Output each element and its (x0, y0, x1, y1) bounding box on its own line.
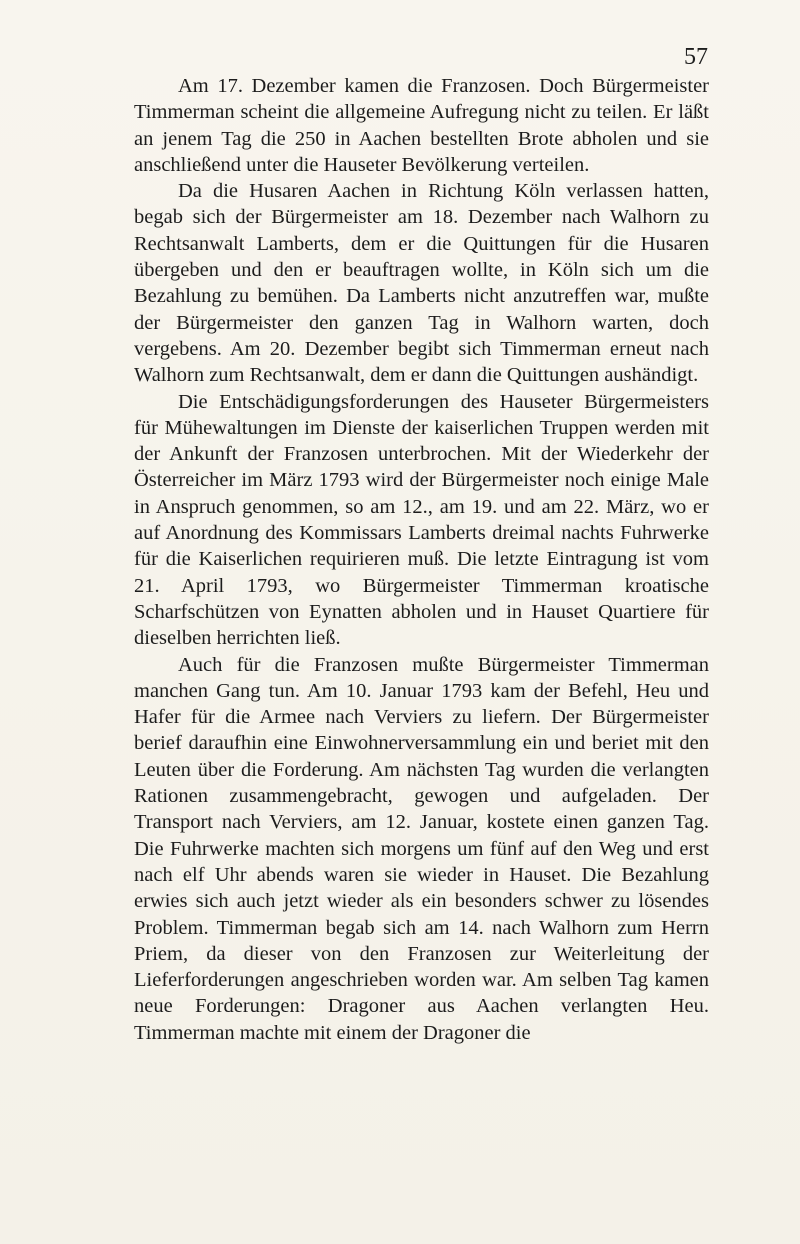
paragraph-1: Am 17. Dezember kamen die Franzosen. Doch Bürgermeister Timmerman scheint die allgemeine Aufregung nicht zu teilen. Er läßt an jenem Tag die 250 in Aachen bestellten Brote abholen und sie anschließend unter die Hauseter Bevölkerung verteilen. (134, 75, 709, 176)
paragraph-3: Die Entschädigungsforderungen des Hauseter Bürgermeisters für Mühewaltungen im Dienste der kaiserlichen Truppen werden mit der Ankunft der Franzosen unterbrochen. Mit der Wiederkehr der Österreicher im März 1793 wird der Bürgermeister noch einige Male in Anspruch genommen, so am 12., am 19. und am 22. März, wo er auf Anordnung des Kommissars Lamberts dreimal nachts Fuhrwerke für die Kaiserlichen requirieren muß. Die letzte Eintragung ist vom 21. April 1793, wo Bürgermeister Timmerman kroatische Scharfschützen von Eynatten abholen und in Hauset Quartiere für dieselben herrichten ließ. (134, 390, 709, 650)
paragraph-4: Auch für die Franzosen mußte Bürgermeister Timmerman manchen Gang tun. Am 10. Januar 1793 kam der Befehl, Heu und Hafer für die Armee nach Verviers zu liefern. Der Bürgermeister berief daraufhin eine Einwohnerversammlung ein und beriet mit den Leuten über die Forderung. Am nächsten Tag wurden die verlangten Rationen zusammengebracht, gewogen und aufgeladen. Der Transport nach Verviers, am 12. Januar, kostete einen ganzen Tag. Die Fuhrwerke machten sich morgens um fünf auf den Weg und erst nach elf Uhr abends waren sie wieder in Hauset. Die Bezahlung erwies sich auch jetzt wieder als ein besonders schwer zu lösendes Problem. Timmerman begab sich am 14. nach Walhorn zum Herrn Priem, da dieser von den Franzosen zur Weiterleitung der Lieferforderungen angeschrieben worden war. Am selben Tag kamen neue Forderungen: Dragoner aus Aachen verlangten Heu. Timmerman machte mit einem der Dragoner die (134, 653, 709, 1044)
body-text (134, 73, 709, 1046)
paragraph-2: Da die Husaren Aachen in Richtung Köln verlassen hatten, begab sich der Bürgermeister am 18. Dezember nach Walhorn zu Rechtsanwalt Lamberts, dem er die Quittungen für die Husaren übergeben und den er beauftragen wollte, in Köln sich um die Bezahlung zu bemühen. Da Lamberts nicht anzutreffen war, mußte der Bürgermeister den ganzen Tag in Walhorn warten, doch vergebens. Am 20. Dezember begibt sich Timmerman erneut nach Walhorn zum Rechtsanwalt, dem er dann die Quittungen aushändigt. (134, 180, 709, 387)
page-number: 57 (684, 44, 708, 70)
